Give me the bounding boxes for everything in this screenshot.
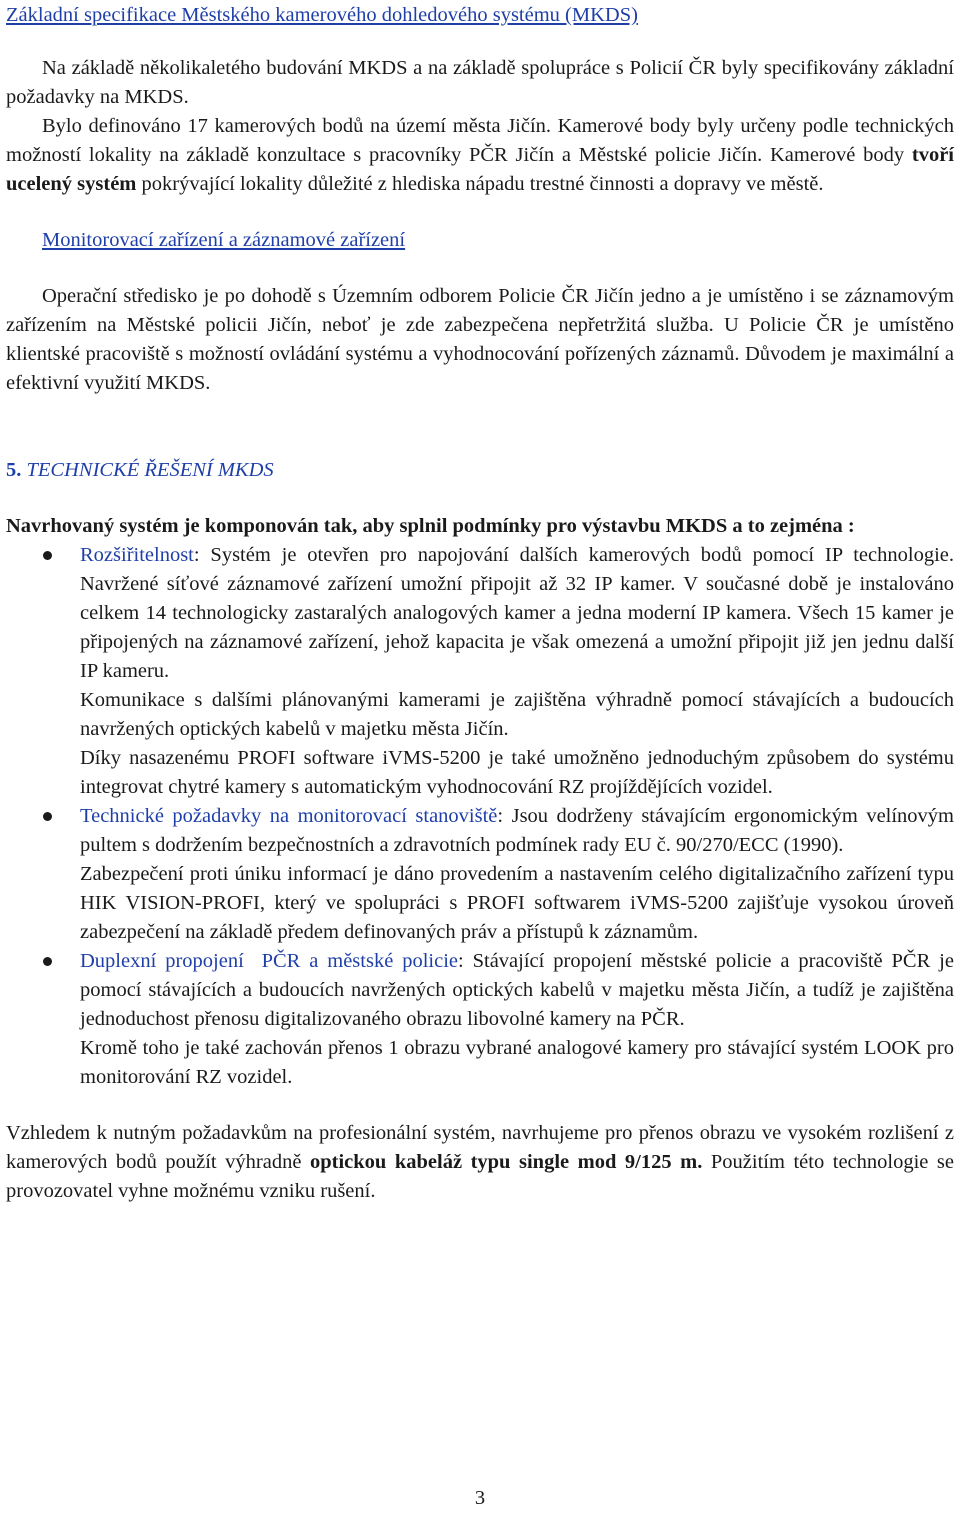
feature-list <box>6 541 954 1092</box>
feature-scalability-text <box>80 541 954 686</box>
feature-requirements-extra-1: Zabezpečení proti úniku informací je dáno provedením a nastavením celého digitalizačního zařízení typu HIK VISION-PROFI, který ve spolupráci s PROFI softwarem iVMS-5200 zajišťuje vysokou úroveň zabezpečení na základě předem definovaných práv a přístupů k záznamům. <box>80 863 954 943</box>
feature-requirements-term: Technické požadavky na monitorovací stanoviště <box>80 805 498 827</box>
spec-paragraph-2-bold: tvoří ucelený systém <box>6 144 954 195</box>
closing-start: Vzhledem k nutným požadavkům na profesionální systém, navrhujeme pro přenos obrazu ve vysokém rozlišení z kamerových bodů použít výhradně <box>6 1122 954 1173</box>
feature-scalability-desc: : Systém je otevřen pro napojování dalších kamerových bodů pomocí IP technologie. Navržené síťové záznamové zařízení umožní připojit až 32 IP kamer. V současné době je instalováno celkem 14 technologicky zastaralých analogových kamer a jedna moderní IP kamera. Všech 15 kamer je připojených na záznamové zařízení, jehož kapacita je však omezená a umožní připojit již jen jednu další IP kameru. <box>80 544 954 682</box>
page-number: 3 <box>474 1487 486 1509</box>
spec-heading[interactable]: Základní specifikace Městského kamerového dohledového systému (MKDS) <box>6 4 638 26</box>
feature-duplex-text <box>80 947 954 1034</box>
spec-paragraph-2-end: pokrývající lokality důležité z hlediska nápadu trestné činnosti a dopravy ve městě. <box>136 173 824 195</box>
feature-scalability-extra-2: Díky nasazenému PROFI software iVMS-5200 je také umožněno jednoduchým způsobem do systému integrovat chytré kamery s automatickým vyhodnocování RZ projíždějících vozidel. <box>80 747 954 798</box>
section-title <box>6 456 954 485</box>
closing-bold: optickou kabeláž typu single mod 9/125 m. <box>309 1151 703 1173</box>
monitoring-heading-text[interactable]: Monitorovací zařízení a záznamové zařízení <box>42 229 406 251</box>
feature-requirements-desc: : Jsou dodrženy stávajícím ergonomickým velínovým pultem s dodržením bezpečnostních a zdravotních podmínek rady EU č. 90/270/ECC (1990). <box>80 805 955 856</box>
section-title-text: TECHNICKÉ ŘEŠENÍ MKDS <box>26 459 274 481</box>
feature-scalability-extra-1: Komunikace s dalšími plánovanými kamerami je zajištěna výhradně pomocí stávajících a budoucích navržených optických kabelů v majetku města Jičín. <box>80 689 954 740</box>
spec-paragraph-2 <box>6 112 954 199</box>
monitoring-heading[interactable] <box>6 226 954 255</box>
spec-paragraph-1: Na základě několikaletého budování MKDS a na základě spolupráce s Policií ČR byly specifikovány základní požadavky na MKDS. <box>6 57 954 108</box>
feature-duplex-term: Duplexní propojení PČR a městské policie <box>80 950 458 972</box>
list-item <box>6 541 954 802</box>
document-page <box>6 0 954 1206</box>
feature-scalability-term: Rozšiřitelnost <box>80 544 194 566</box>
list-item <box>6 802 954 947</box>
feature-requirements-text <box>80 802 954 860</box>
feature-duplex-extra-1: Kromě toho je také zachován přenos 1 obrazu vybrané analogové kamery pro stávající systém LOOK pro monitorování RZ vozidel. <box>80 1037 954 1088</box>
section-number: 5. <box>6 459 22 481</box>
closing-end: Použitím této technologie se provozovatel vyhne možnému vzniku rušení. <box>6 1151 954 1202</box>
list-item <box>6 947 954 1092</box>
feature-duplex-desc: : Stávající propojení městské policie a pracoviště PČR je pomocí stávajících a budoucích navržených optických kabelů v majetku města Jičín, a tudíž je zajištěna jednoduchost přenosu digitalizovaného obrazu libovolné kamery na PČR. <box>80 950 954 1030</box>
spec-paragraph-2-start: Bylo definováno 17 kamerových bodů na území města Jičín. Kamerové body byly určeny podle technických možností lokality na základě konzultace s pracovníky PČR Jičín a Městské policie Jičín. Kamerové body <box>6 115 954 166</box>
monitoring-paragraph: Operační středisko je po dohodě s Územním odborem Policie ČR Jičín jedno a je umístěno i se záznamovým zařízením na Městské policii Jičín, neboť je zde zabezpečena nepřetržitá služba. U Policie ČR je umístěno klientské pracoviště s možností ovládání systému a vyhodnocování pořízených záznamů. Důvodem je maximální a efektivní využití MKDS. <box>6 285 954 394</box>
closing-paragraph <box>6 1119 954 1206</box>
section-intro: Navrhovaný systém je komponován tak, aby splnil podmínky pro výstavbu MKDS a to zejména : <box>6 515 855 537</box>
